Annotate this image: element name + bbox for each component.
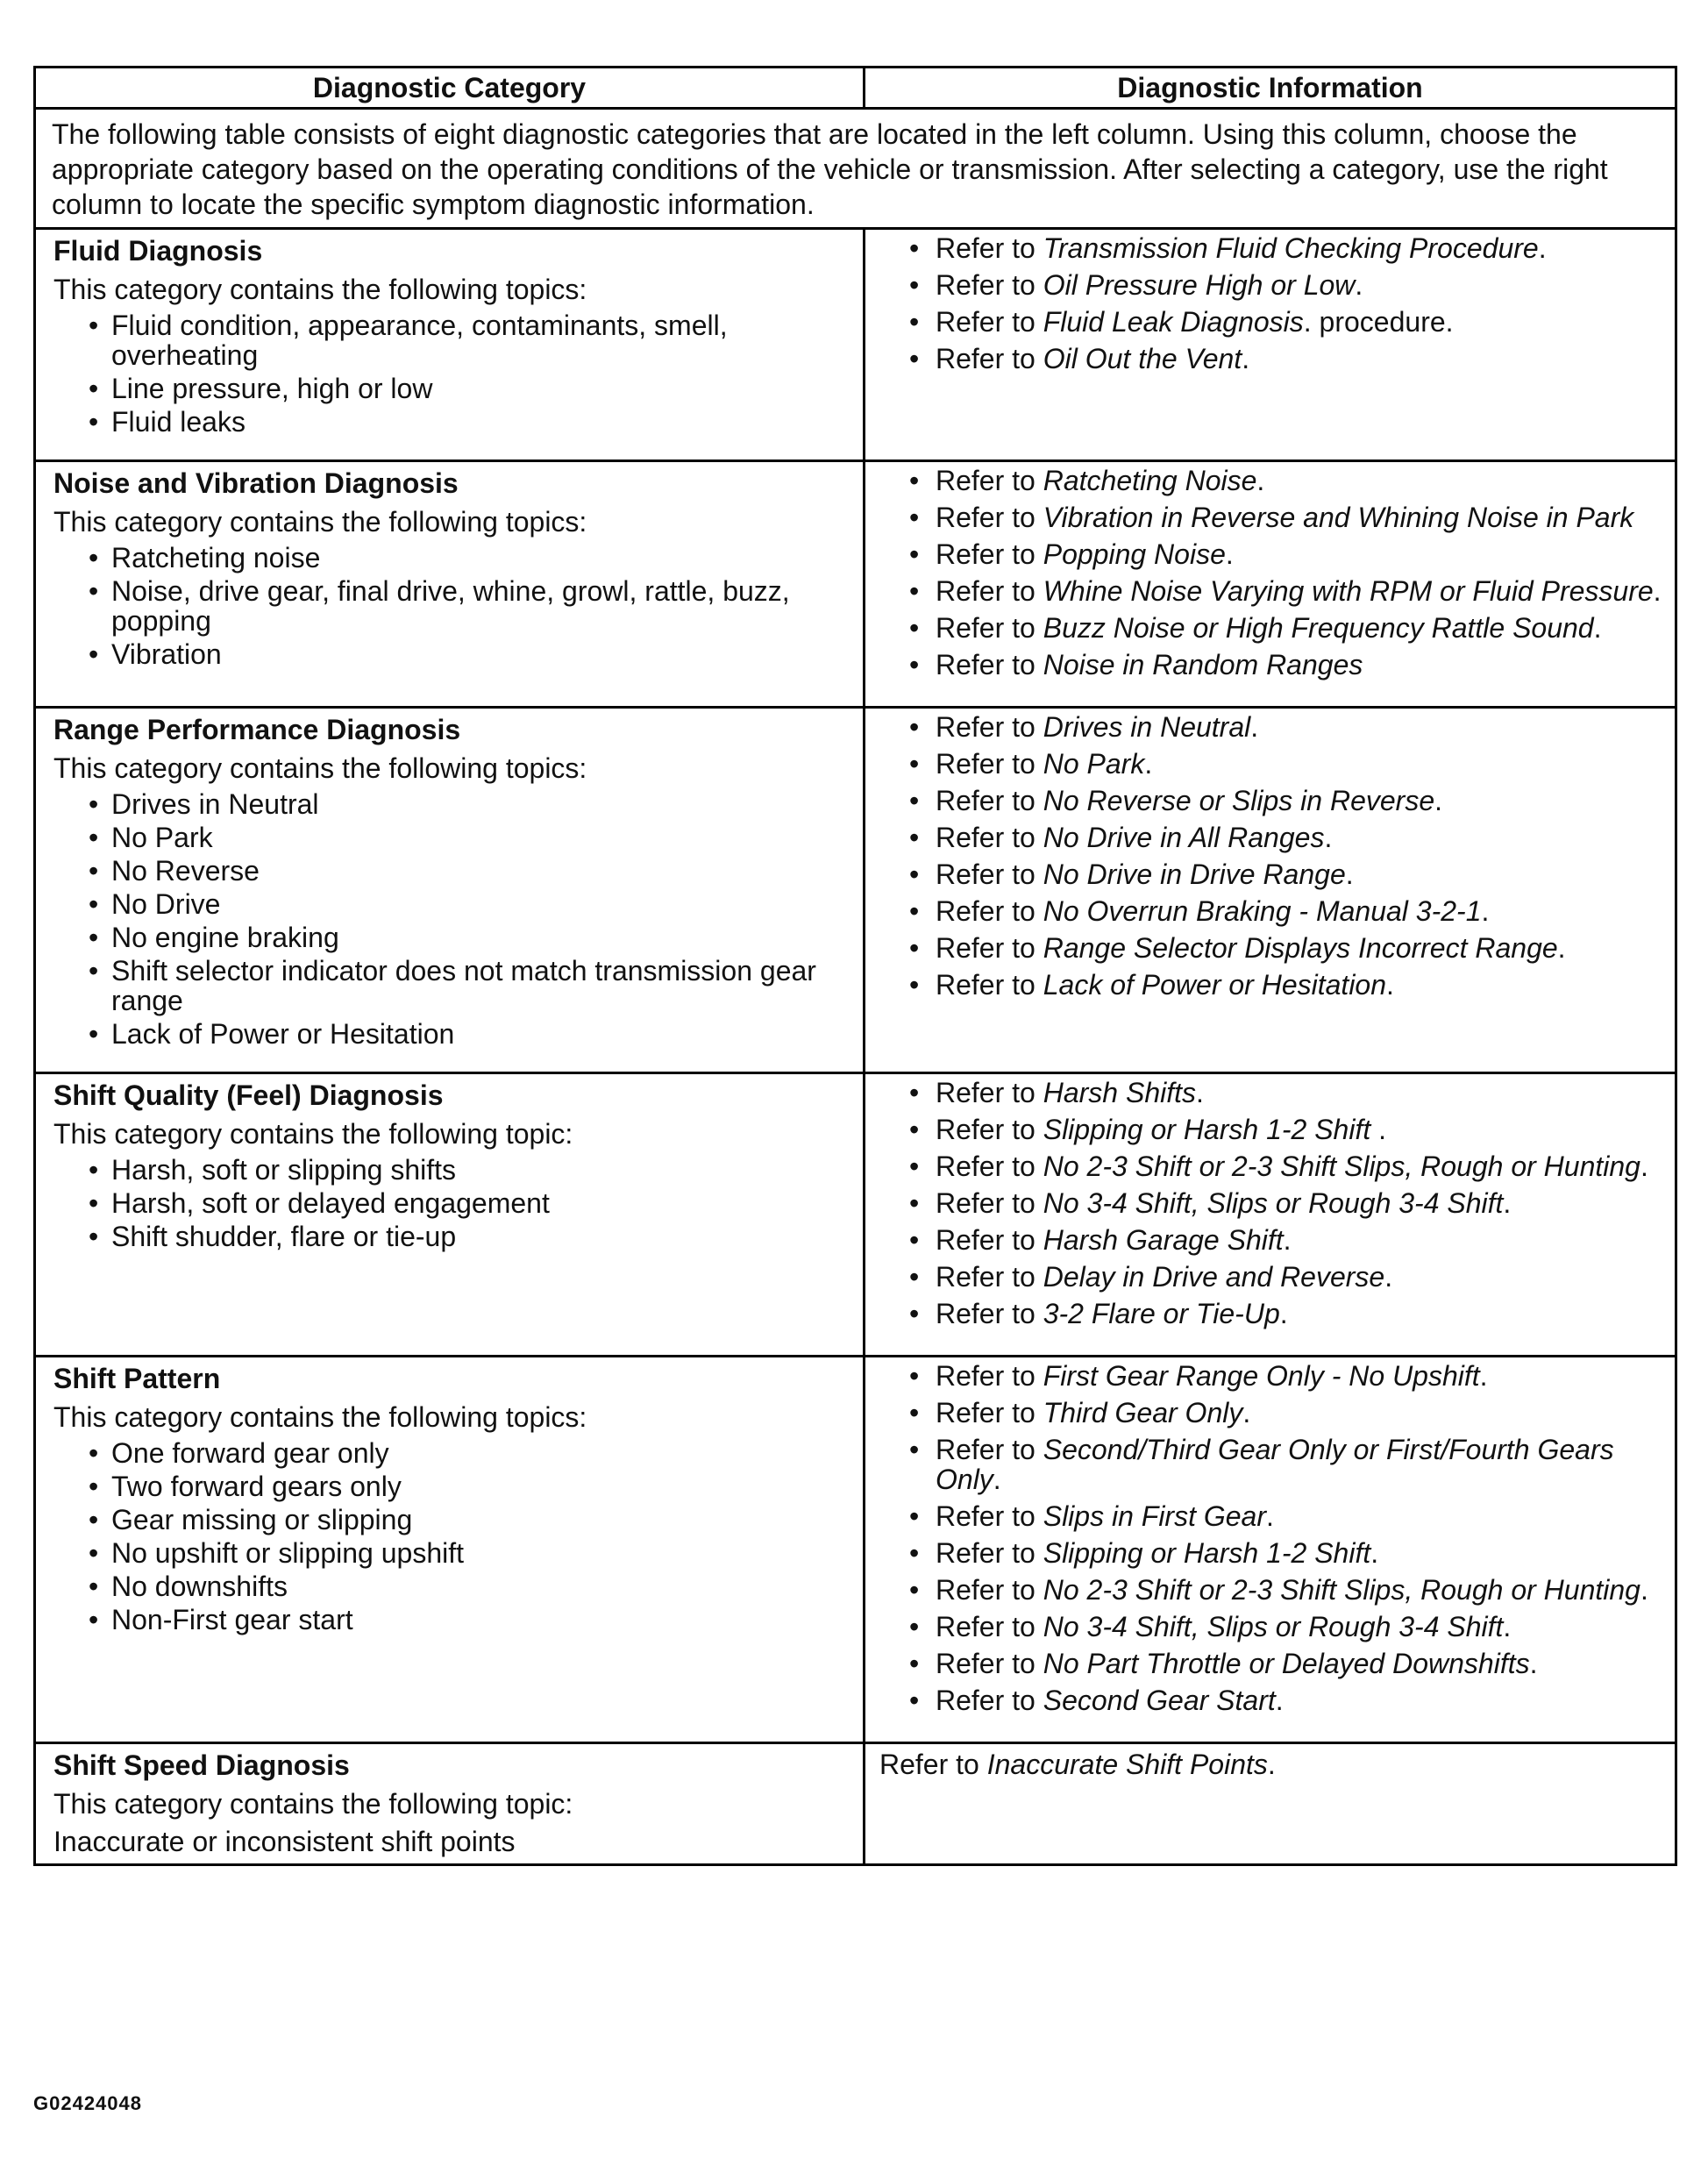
- reference-suffix: .: [1242, 1397, 1251, 1428]
- reference-title: Lack of Power or Hesitation: [1043, 969, 1387, 1001]
- reference-prefix: Refer to: [936, 1298, 1043, 1329]
- reference-prefix: Refer to: [936, 1077, 1043, 1108]
- reference-prefix: Refer to: [936, 748, 1043, 780]
- reference-title: Second/Third Gear Only or First/Fourth Gears Only: [936, 1434, 1614, 1495]
- category-title: Shift Pattern: [53, 1363, 221, 1394]
- reference-list: [879, 712, 1668, 1000]
- reference-prefix: Refer to: [936, 343, 1043, 374]
- category-row: [35, 461, 1676, 708]
- topic-list: [53, 789, 847, 1049]
- reference-item: [909, 539, 1668, 569]
- reference-prefix: Refer to: [936, 785, 1043, 816]
- reference-item: [909, 466, 1668, 495]
- topic-item: • Ratcheting noise: [89, 543, 847, 573]
- reference-prefix: Refer to: [936, 1151, 1043, 1182]
- reference-prefix: Refer to: [936, 649, 1043, 680]
- topic-item: • No upshift or slipping upshift: [89, 1538, 847, 1568]
- reference-title: No 2-3 Shift or 2-3 Shift Slips, Rough or Hunting: [1043, 1151, 1640, 1182]
- topic-item: • No Drive: [89, 889, 847, 919]
- reference-item: [909, 1685, 1668, 1715]
- information-cell: [865, 708, 1676, 1073]
- category-cell: [35, 1357, 865, 1743]
- reference-prefix: Refer to: [936, 1685, 1043, 1716]
- reference-prefix: Refer to: [936, 1187, 1043, 1219]
- reference-item: [909, 1649, 1668, 1678]
- reference-title: Popping Noise: [1043, 538, 1226, 570]
- topic-item: • Fluid leaks: [89, 407, 847, 437]
- reference-suffix: .: [1386, 969, 1394, 1001]
- reference-prefix: Refer to: [936, 465, 1043, 496]
- reference-prefix: Refer to: [936, 538, 1043, 570]
- reference-prefix: Refer to: [936, 1611, 1043, 1642]
- reference-item: [909, 1398, 1668, 1428]
- category-subtitle: This category contains the following topic:: [53, 1788, 573, 1820]
- category-row: [35, 229, 1676, 461]
- topic-item: • Noise, drive gear, final drive, whine, growl, rattle, buzz, popping: [89, 576, 847, 636]
- reference-title: No Reverse or Slips in Reverse: [1043, 785, 1435, 816]
- reference-item: [909, 1225, 1668, 1255]
- table-header-row: [35, 68, 1676, 109]
- reference-title: 3-2 Flare or Tie-Up: [1043, 1298, 1280, 1329]
- topic-list: [53, 310, 847, 437]
- reference-prefix: Refer to: [936, 1537, 1043, 1569]
- reference-suffix: .: [1503, 1187, 1512, 1219]
- reference-prefix: Refer to: [936, 575, 1043, 607]
- information-cell: [865, 461, 1676, 708]
- reference-suffix: .: [1370, 1537, 1379, 1569]
- reference-suffix: .: [1640, 1151, 1648, 1182]
- reference-suffix: .: [1355, 269, 1363, 301]
- category-subtitle: This category contains the following topics:: [53, 506, 587, 538]
- topic-line: Inaccurate or inconsistent shift points: [53, 1826, 516, 1857]
- category-row-last: [35, 1743, 1676, 1865]
- reference-item: [909, 270, 1668, 300]
- reference-suffix: .: [1283, 1224, 1292, 1256]
- reference-item: [909, 1361, 1668, 1391]
- reference-prefix: Refer to: [936, 232, 1043, 264]
- reference-prefix: Refer to: [936, 1648, 1043, 1679]
- reference-prefix: Refer to: [936, 1574, 1043, 1606]
- information-cell: [865, 1743, 1676, 1865]
- reference-title: Ratcheting Noise: [1043, 465, 1257, 496]
- reference-prefix: Refer to: [936, 1434, 1043, 1465]
- reference-title: Range Selector Displays Incorrect Range: [1043, 932, 1558, 964]
- reference-item: [909, 1115, 1668, 1144]
- reference-suffix: .: [1593, 612, 1602, 644]
- reference-suffix: .: [1279, 1298, 1288, 1329]
- reference-title: Delay in Drive and Reverse: [1043, 1261, 1385, 1293]
- topic-item: • Harsh, soft or slipping shifts: [89, 1155, 847, 1185]
- reference-item: [909, 749, 1668, 779]
- reference-item: [909, 233, 1668, 263]
- reference-suffix: .: [1370, 1114, 1387, 1145]
- reference-prefix: Refer to: [936, 1114, 1043, 1145]
- topic-list: [53, 543, 847, 669]
- reference-item: [909, 896, 1668, 926]
- reference-item: [909, 502, 1668, 532]
- reference-suffix: .: [1557, 932, 1566, 964]
- category-cell: [35, 229, 865, 461]
- reference-title: No 3-4 Shift, Slips or Rough 3-4 Shift: [1043, 1187, 1504, 1219]
- reference-prefix: Refer to: [936, 1397, 1043, 1428]
- reference-suffix: .: [993, 1464, 1001, 1495]
- reference-suffix: .: [1538, 232, 1547, 264]
- reference-title: Slipping or Harsh 1-2 Shift: [1043, 1537, 1371, 1569]
- reference-list: [879, 1361, 1668, 1715]
- topic-item: • Vibration: [89, 639, 847, 669]
- reference-item: [909, 613, 1668, 643]
- reference-title: Slipping or Harsh 1-2 Shift: [1043, 1114, 1371, 1145]
- column-header-category: Diagnostic Category: [35, 68, 865, 109]
- reference-item: [909, 1435, 1668, 1494]
- category-title: Shift Speed Diagnosis: [53, 1749, 350, 1781]
- topic-item: • No engine braking: [89, 923, 847, 952]
- topic-item: • Lack of Power or Hesitation: [89, 1019, 847, 1049]
- reference-suffix: .: [1640, 1574, 1648, 1606]
- reference-item: [909, 307, 1668, 337]
- reference-suffix: .: [1196, 1077, 1204, 1108]
- reference-suffix: .: [1481, 895, 1490, 927]
- topic-item: • Two forward gears only: [89, 1471, 847, 1501]
- reference-suffix: . procedure.: [1303, 306, 1454, 338]
- reference-suffix: .: [1267, 1749, 1276, 1780]
- reference-title: Drives in Neutral: [1043, 711, 1251, 743]
- reference-title: Third Gear Only: [1043, 1397, 1243, 1428]
- topic-list: [53, 1155, 847, 1251]
- reference-prefix: Refer to: [936, 306, 1043, 338]
- reference-list: [879, 1078, 1668, 1329]
- reference-prefix: Refer to: [936, 1224, 1043, 1256]
- reference-item: [909, 1078, 1668, 1108]
- reference-prefix: Refer to: [936, 932, 1043, 964]
- reference-suffix: .: [1225, 538, 1234, 570]
- reference-title: Transmission Fluid Checking Procedure: [1043, 232, 1539, 264]
- reference-item: [909, 650, 1668, 680]
- reference-suffix: .: [1384, 1261, 1393, 1293]
- reference-suffix: .: [1256, 465, 1265, 496]
- information-cell: [865, 1357, 1676, 1743]
- reference-suffix: .: [1434, 785, 1442, 816]
- reference-list: [879, 233, 1668, 374]
- reference-title: Harsh Garage Shift: [1043, 1224, 1284, 1256]
- reference-item: [909, 1151, 1668, 1181]
- reference-item: [909, 1501, 1668, 1531]
- category-title: Noise and Vibration Diagnosis: [53, 467, 459, 499]
- reference-prefix: Refer to: [936, 612, 1043, 644]
- reference-item: [909, 933, 1668, 963]
- intro-row: [35, 109, 1676, 229]
- reference-item: [909, 859, 1668, 889]
- reference-suffix: .: [1324, 822, 1333, 853]
- reference-item: [909, 970, 1668, 1000]
- intro-text: The following table consists of eight diagnostic categories that are located in the left column. Using this column, choose the appropriate category based on the operating conditions of the vehicle or transmission. After selecting a category, use the right column to locate the specific symptom diagnostic information.: [35, 109, 1676, 229]
- reference-title: Inaccurate Shift Points: [986, 1749, 1268, 1780]
- topic-item: • Gear missing or slipping: [89, 1505, 847, 1535]
- reference-title: Second Gear Start: [1043, 1685, 1276, 1716]
- reference-title: No Drive in Drive Range: [1043, 858, 1346, 890]
- reference-prefix: Refer to: [879, 1749, 987, 1780]
- category-title: Range Performance Diagnosis: [53, 714, 461, 745]
- reference-title: No 2-3 Shift or 2-3 Shift Slips, Rough or Hunting: [1043, 1574, 1640, 1606]
- category-subtitle: This category contains the following topics:: [53, 1401, 587, 1433]
- reference-prefix: Refer to: [936, 502, 1043, 533]
- reference-item: [909, 1188, 1668, 1218]
- category-cell: [35, 708, 865, 1073]
- category-row: [35, 1073, 1676, 1357]
- reference-suffix: .: [1144, 748, 1153, 780]
- reference-title: Oil Pressure High or Low: [1043, 269, 1356, 301]
- reference-title: Noise in Random Ranges: [1043, 649, 1363, 680]
- topic-item: • Fluid condition, appearance, contaminants, smell, overheating: [89, 310, 847, 370]
- reference-prefix: Refer to: [936, 1360, 1043, 1392]
- reference-prefix: Refer to: [936, 1261, 1043, 1293]
- reference-item: [909, 712, 1668, 742]
- reference-title: Slips in First Gear: [1043, 1500, 1266, 1532]
- topic-item: • Shift selector indicator does not match transmission gear range: [89, 956, 847, 1015]
- reference-title: First Gear Range Only - No Upshift: [1043, 1360, 1480, 1392]
- reference-item: [909, 344, 1668, 374]
- reference-line: [879, 1748, 1668, 1781]
- category-row: [35, 1357, 1676, 1743]
- category-subtitle: This category contains the following topics:: [53, 274, 587, 305]
- reference-item: [909, 1538, 1668, 1568]
- topic-item: • Non-First gear start: [89, 1605, 847, 1635]
- reference-item: [909, 823, 1668, 852]
- information-cell: [865, 229, 1676, 461]
- topic-item: • Drives in Neutral: [89, 789, 847, 819]
- reference-prefix: Refer to: [936, 895, 1043, 927]
- reference-title: Buzz Noise or High Frequency Rattle Sound: [1043, 612, 1594, 644]
- reference-title: No Drive in All Ranges: [1043, 822, 1325, 853]
- reference-prefix: Refer to: [936, 822, 1043, 853]
- topic-list: [53, 1438, 847, 1635]
- category-title: Shift Quality (Feel) Diagnosis: [53, 1079, 444, 1111]
- information-cell: [865, 1073, 1676, 1357]
- column-header-information: Diagnostic Information: [865, 68, 1676, 109]
- reference-item: [909, 1612, 1668, 1642]
- category-cell: [35, 1743, 865, 1865]
- reference-suffix: .: [1275, 1685, 1284, 1716]
- reference-suffix: .: [1250, 711, 1259, 743]
- reference-suffix: .: [1653, 575, 1662, 607]
- reference-prefix: Refer to: [936, 858, 1043, 890]
- reference-item: [909, 1299, 1668, 1329]
- reference-title: Oil Out the Vent: [1043, 343, 1242, 374]
- reference-suffix: .: [1529, 1648, 1538, 1679]
- reference-suffix: .: [1242, 343, 1250, 374]
- topic-item: • No Reverse: [89, 856, 847, 886]
- reference-prefix: Refer to: [936, 711, 1043, 743]
- reference-suffix: .: [1479, 1360, 1488, 1392]
- topic-item: • Line pressure, high or low: [89, 374, 847, 403]
- category-row: [35, 708, 1676, 1073]
- category-title: Fluid Diagnosis: [53, 235, 263, 267]
- reference-title: Whine Noise Varying with RPM or Fluid Pressure: [1043, 575, 1654, 607]
- topic-item: • No downshifts: [89, 1571, 847, 1601]
- reference-title: Vibration in Reverse and Whining Noise in Park: [1043, 502, 1634, 533]
- reference-title: Harsh Shifts: [1043, 1077, 1196, 1108]
- reference-suffix: .: [1345, 858, 1354, 890]
- reference-prefix: Refer to: [936, 969, 1043, 1001]
- topic-item: • Harsh, soft or delayed engagement: [89, 1188, 847, 1218]
- figure-id: G02424048: [33, 2092, 142, 2114]
- reference-title: Fluid Leak Diagnosis: [1043, 306, 1304, 338]
- reference-title: No Park: [1043, 748, 1145, 780]
- category-cell: [35, 1073, 865, 1357]
- topic-item: • No Park: [89, 823, 847, 852]
- reference-title: No Overrun Braking - Manual 3-2-1: [1043, 895, 1482, 927]
- reference-title: No 3-4 Shift, Slips or Rough 3-4 Shift: [1043, 1611, 1504, 1642]
- reference-suffix: .: [1503, 1611, 1512, 1642]
- reference-list: [879, 466, 1668, 680]
- reference-item: [909, 786, 1668, 816]
- topic-item: • One forward gear only: [89, 1438, 847, 1468]
- reference-item: [909, 576, 1668, 606]
- category-cell: [35, 461, 865, 708]
- reference-suffix: .: [1266, 1500, 1274, 1532]
- reference-title: No Part Throttle or Delayed Downshifts: [1043, 1648, 1530, 1679]
- reference-item: [909, 1262, 1668, 1292]
- topic-item: • Shift shudder, flare or tie-up: [89, 1222, 847, 1251]
- category-subtitle: This category contains the following topics:: [53, 752, 587, 784]
- reference-item: [909, 1575, 1668, 1605]
- reference-prefix: Refer to: [936, 1500, 1043, 1532]
- category-subtitle: This category contains the following topic:: [53, 1118, 573, 1150]
- diagnostic-table: [33, 66, 1677, 1866]
- reference-prefix: Refer to: [936, 269, 1043, 301]
